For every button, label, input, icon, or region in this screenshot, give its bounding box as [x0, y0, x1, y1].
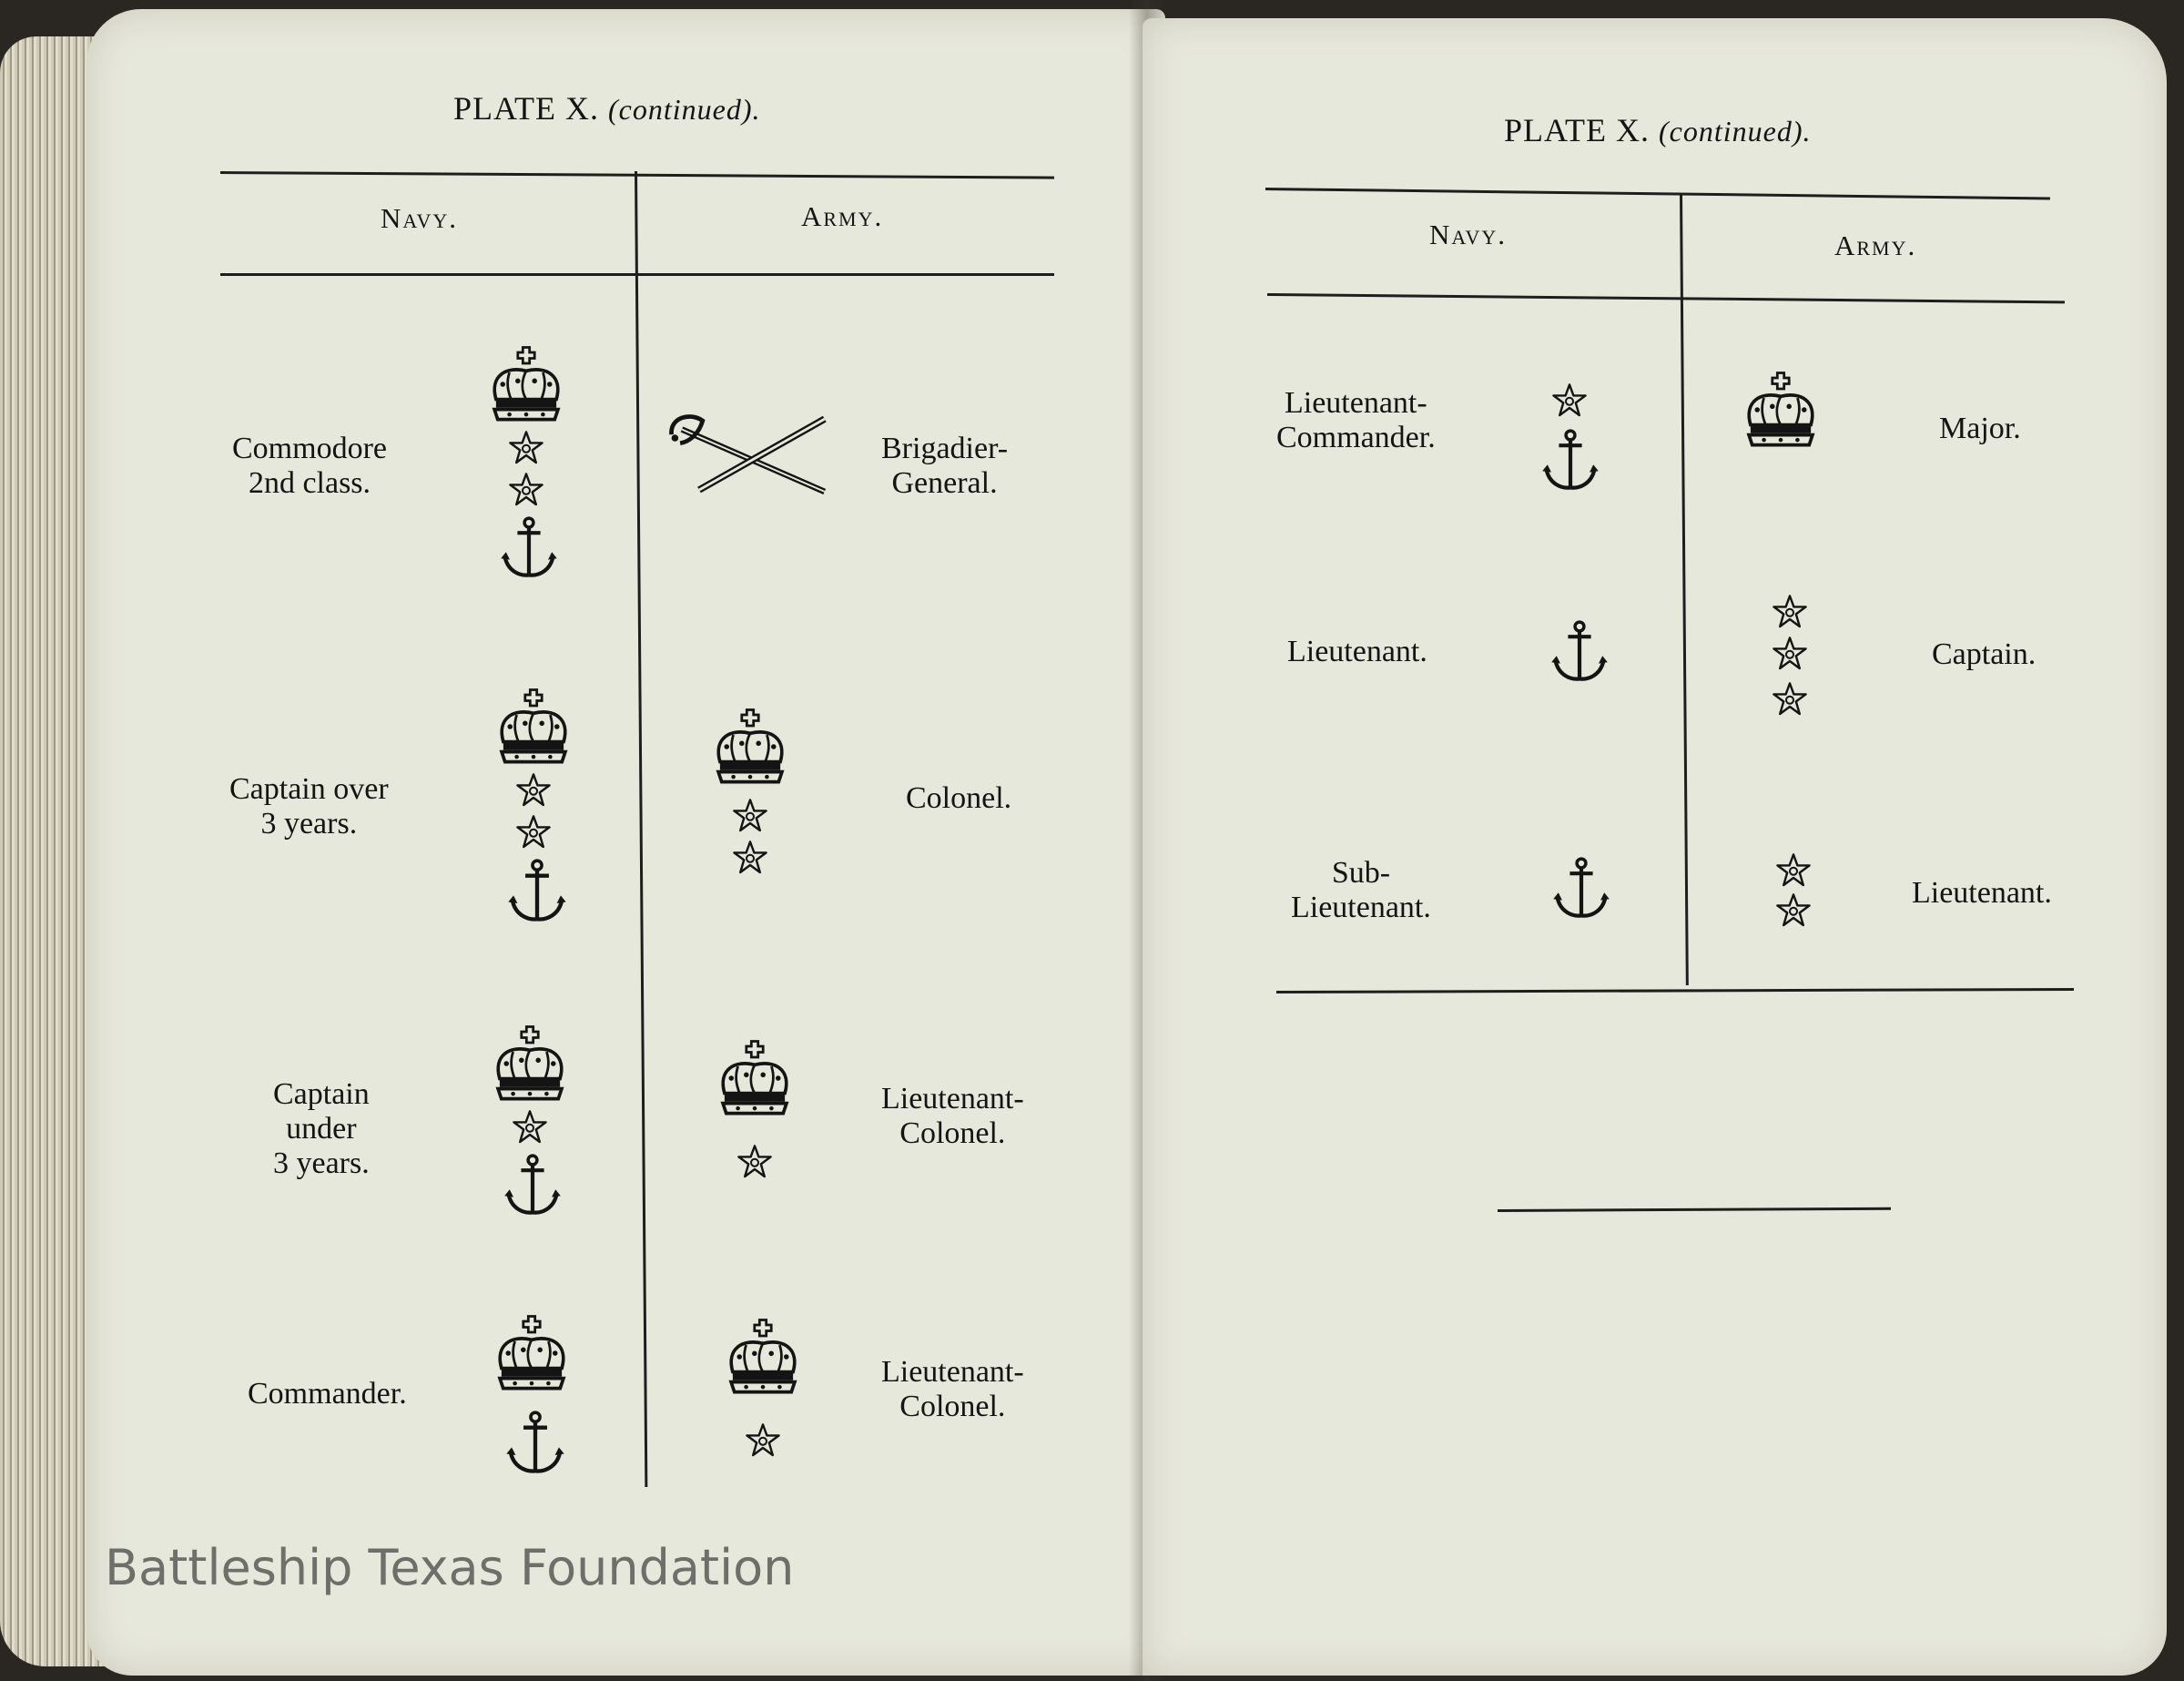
army-rank-captain: Captain. — [1932, 637, 2037, 671]
star-icon — [512, 1109, 548, 1146]
army-rank-lt-colonel-1: Lieutenant- Colonel. — [881, 1082, 1024, 1150]
crossed-sword-and-baton-icon — [665, 405, 838, 505]
star-icon — [1551, 382, 1588, 419]
star-icon — [732, 798, 768, 834]
anchor-icon — [1548, 617, 1611, 687]
navy-insignia-commodore — [484, 342, 568, 583]
left-plate-title-main: PLATE X. — [453, 90, 599, 127]
army-rank-colonel: Colonel. — [906, 781, 1012, 815]
star-icon — [745, 1422, 781, 1459]
army-rank-brigadier-general: Brigadier- General. — [881, 432, 1009, 500]
army-insignia-colonel — [708, 705, 792, 876]
army-insignia-major — [1739, 368, 1823, 452]
navy-insignia-commander — [490, 1311, 574, 1479]
army-insignia-lieutenant — [1775, 852, 1812, 929]
army-rank-major: Major. — [1939, 412, 2021, 445]
army-insignia-captain — [1772, 594, 1808, 718]
crown-icon — [488, 1022, 572, 1105]
left-plate-title-note: (continued). — [608, 93, 761, 126]
star-icon — [736, 1144, 773, 1180]
right-army-header: Army. — [1834, 229, 1917, 261]
crown-icon — [490, 1311, 574, 1395]
right-plate-title-note: (continued). — [1659, 115, 1812, 148]
right-navy-header: Navy. — [1429, 219, 1507, 250]
navy-rank-lieutenant: Lieutenant. — [1287, 635, 1427, 668]
anchor-icon — [497, 514, 561, 583]
army-rank-lt-colonel-2: Lieutenant- Colonel. — [881, 1355, 1024, 1423]
navy-rank-captain-over: Captain over 3 years. — [229, 772, 389, 840]
star-icon — [1775, 892, 1812, 929]
watermark: Battleship Texas Foundation — [105, 1539, 795, 1596]
anchor-icon — [504, 856, 570, 927]
army-insignia-lt-colonel-2 — [721, 1315, 805, 1459]
navy-rank-captain-under: Captain under 3 years. — [273, 1077, 370, 1180]
army-rank-lieutenant: Lieutenant. — [1912, 876, 2052, 910]
left-army-header: Army. — [801, 200, 884, 232]
star-icon — [1772, 636, 1808, 672]
navy-insignia-captain-under — [488, 1022, 572, 1220]
army-insignia-lt-colonel-1 — [713, 1036, 797, 1180]
navy-insignia-sub-lieutenant — [1549, 854, 1613, 923]
crown-icon — [1739, 368, 1823, 452]
star-icon — [732, 840, 768, 876]
navy-insignia-lieutenant — [1548, 617, 1611, 687]
anchor-icon — [503, 1408, 568, 1479]
navy-rank-commodore: Commodore 2nd class. — [232, 432, 387, 500]
star-icon — [1775, 852, 1812, 889]
left-navy-header: Navy. — [381, 202, 458, 234]
crown-icon — [492, 685, 575, 769]
star-icon — [1772, 681, 1808, 718]
anchor-icon — [1539, 426, 1602, 495]
army-insignia-brigadier — [665, 405, 838, 505]
crown-icon — [484, 342, 568, 426]
navy-rank-lieutenant-commander: Lieutenant- Commander. — [1276, 386, 1436, 454]
star-icon — [508, 472, 544, 508]
star-icon — [515, 814, 552, 851]
anchor-icon — [1549, 854, 1613, 923]
anchor-icon — [501, 1151, 564, 1220]
navy-insignia-captain-over — [492, 685, 575, 927]
left-plate-title — [453, 89, 761, 127]
crown-icon — [721, 1315, 805, 1399]
star-icon — [515, 772, 552, 809]
crown-icon — [713, 1036, 797, 1120]
navy-rank-sub-lieutenant: Sub- Lieutenant. — [1291, 856, 1431, 924]
navy-insignia-lieutenant-commander — [1539, 382, 1602, 495]
left-page — [86, 9, 1165, 1676]
star-icon — [508, 430, 544, 466]
right-page — [1143, 18, 2167, 1676]
right-plate-title-main: PLATE X. — [1504, 112, 1650, 148]
star-icon — [1772, 594, 1808, 630]
navy-rank-commander: Commander. — [248, 1377, 407, 1411]
crown-icon — [708, 705, 792, 789]
right-plate-title — [1504, 111, 1812, 149]
